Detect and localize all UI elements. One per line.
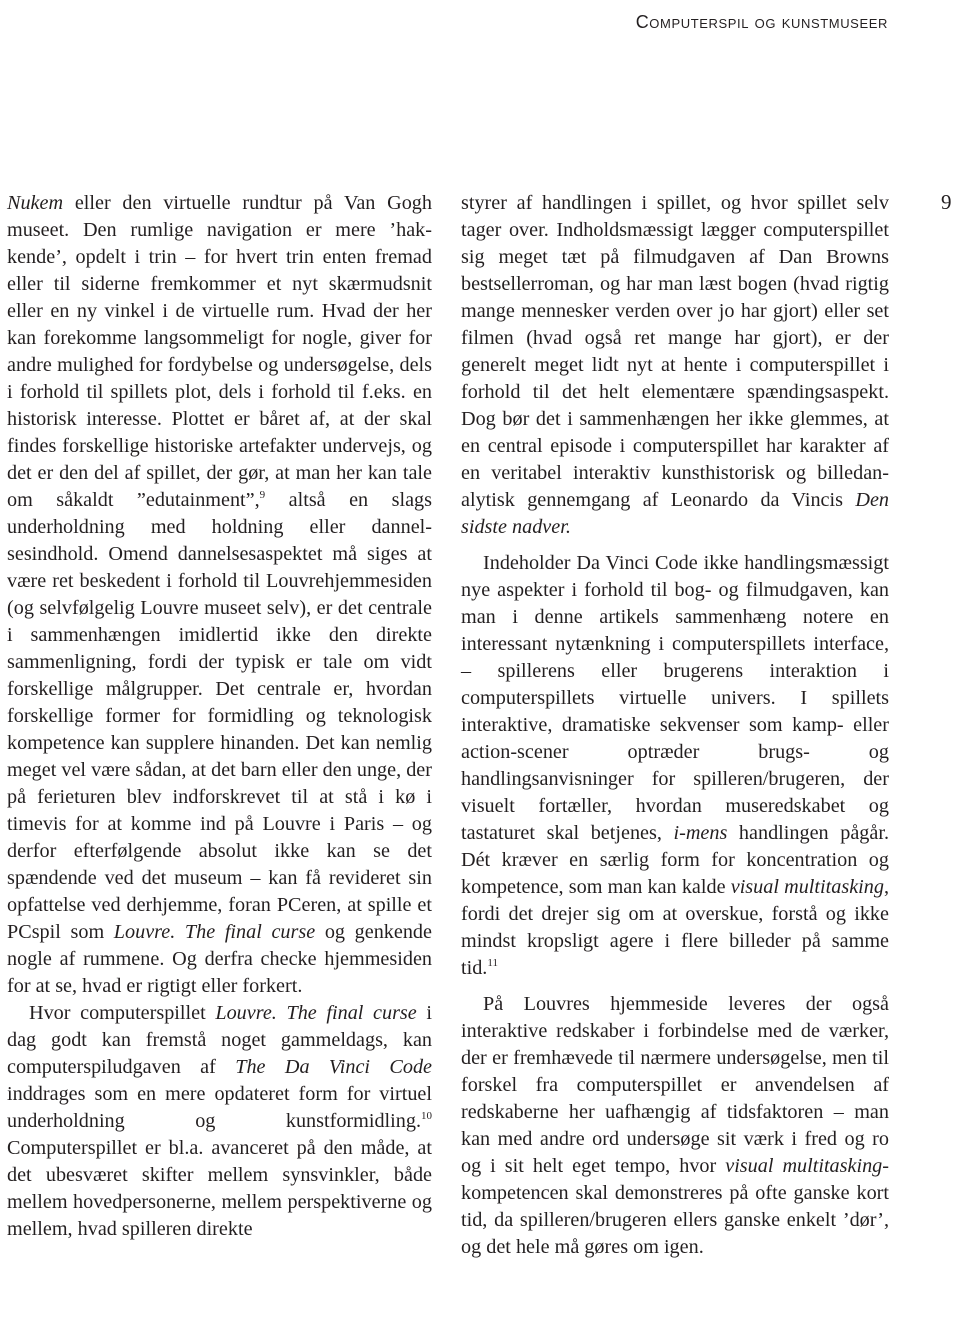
term: visual multitasking — [725, 1155, 883, 1177]
text-span: Computerspillet er bl.a. avanceret på den måde, at det ubesværet skifter mellem synsvinkler, både mellem hovedpersonerne, mellem perspektiverne og mellem, hvad spilleren direkte — [7, 1137, 432, 1240]
right-paragraph-1 — [461, 190, 889, 541]
text-span: styrer af handlingen i spillet, og hvor spillet selv tager over. Indholdsmæssigt lægger computerspillet sig meget tæt på filmudgaven af Dan Browns bestsellerroman, og har man læst bogen (hvad rigtig mange mennesker verden over jo har gjort) eller set filmen (hvad også ret mange har gjort), er der generelt meget lidt nyt at hente i computerspillet i forhold til det helt elementære spændingsaspekt. Dog bør det i sammenhængen her ikke glemmes, at en central episode i computerspillet har karakter af en veritabel interaktiv kunsthistorisk og billedanalytisk gennemgang af Leonardo da Vincis — [461, 192, 889, 511]
text-span: -kompetencen skal demonstreres på ofte ganske kort tid, da spilleren/brugeren ellers ganske enkelt ’dør’, og det hele må gøres om igen. — [461, 1155, 889, 1258]
text-span: Hvor computerspillet — [29, 1002, 216, 1024]
page-number: 9 — [941, 190, 952, 214]
right-paragraph-2 — [461, 550, 889, 982]
game-title: The Da Vinci Code — [235, 1056, 432, 1078]
game-title: Louvre. The final curse — [215, 1002, 417, 1024]
game-title: Louvre. The final curse — [113, 921, 316, 943]
text-span: Indeholder Da Vinci Code ikke handlingsmæssigt nye aspekter i forhold til bog- og filmudgaven, kan man i denne artikels sammenhæng notere en interessant nytænkning i computerspillets interface, – spillerens eller brugerens interaktion i computerspillets virtuelle univers. I spillets interaktive, dramatiske sekvenser som kamp- eller action-scener optræder brugs- og handlingsanvisninger for spilleren/brugeren, der visuelt fortæller, hvordan museredskabet og tastaturet skal betjenes, — [461, 552, 889, 844]
footnote-ref-9: 9 — [259, 489, 266, 501]
text-span: På Louvres hjemmeside leveres der også interaktive redskaber i forbindelse med de værker, der er fremhævede til nærmere undersøgelse, men til forskel fra computerspillet er anvendelsen af redskaberne her uafhængig af tidsfaktoren – man kan med andre ord undersøge sit værk i fred og ro og i sit helt eget tempo, hvor — [461, 993, 889, 1177]
footnote-ref-10: 10 — [421, 1110, 432, 1122]
footnote-ref-11: 11 — [487, 957, 498, 969]
left-paragraph-2 — [7, 1000, 432, 1243]
text-span: og genkende nogle af rummene. Og derfra checke hjemmesiden for at se, hvad er rigtigt eller forkert. — [7, 921, 432, 997]
running-head: Computerspil og kunstmuseer — [635, 12, 888, 32]
artwork-title: Den sidste nadver. — [461, 489, 889, 538]
text-span: i dag godt kan fremstå noget gammeldags, kan computerspiludgaven af — [7, 1002, 433, 1078]
text-span: handlingen pågår. Dét kræver en særlig form for koncentration og kompetence, som man kan kalde — [461, 822, 889, 898]
text-span: , fordi det drejer sig om at overskue, forstå og ikke mindst kropsligt agere i flere billeder på samme tid. — [461, 876, 889, 979]
text-span: altså en slags underholdning med holdning eller dannelsesindhold. Omend dannelsesaspektet må siges at være ret beskedent i forhold til Louvrehjemmesiden (og selvfølgelig Louvre museet selv), er det centrale i sammenhængen imidlertid ikke den direkte sammenligning, fordi der typisk er tale om vidt forskellige målgrupper. Det centrale er, hvordan forskellige former for formidling og teknologisk kompetence kan supplere hinanden. Det kan nemlig meget vel være sådan, at det barn eller den unge, der på ferieturen blev indforskrevet til at stå i kø i timevis for at komme ind på Louvre i Paris – og derfor efterfølgende absolut ikke kan se det spændende ved det museum – kan få revideret sin opfattelse ved derhjemme, foran PCeren, at spille et PCspil som — [7, 489, 432, 943]
game-title: Nukem — [7, 192, 64, 214]
emphasis: i-mens — [673, 822, 728, 844]
term: visual multitasking — [730, 876, 884, 898]
right-paragraph-3 — [461, 991, 889, 1261]
right-column — [461, 190, 889, 1261]
text-span: eller den virtuelle rundtur på Van Gogh museet. Den rumlige navigation er mere ’hakkende’, opdelt i trin – for hvert trin enten fremad eller til siderne fremkommer et nyt skærmudsnit eller en ny vinkel i de virtuelle rum. Hvad der her kan forekomme langsommeligt for nogle, giver for andre mulighed for fordybelse og undersøgelse, dels i forhold til spillets plot, dels i forhold til f.eks. en historisk interesse. Plottet er båret af, at der skal findes forskellige historiske artefakter undervejs, og det er den del af spillet, der gør, at man her kan tale om såkaldt ”edutainment”, — [7, 192, 432, 511]
left-paragraph-1 — [7, 190, 432, 1000]
left-column — [7, 190, 432, 1243]
text-span: inddrages som en mere opdateret form for virtuel underholdning og kunstformidling. — [7, 1083, 432, 1132]
